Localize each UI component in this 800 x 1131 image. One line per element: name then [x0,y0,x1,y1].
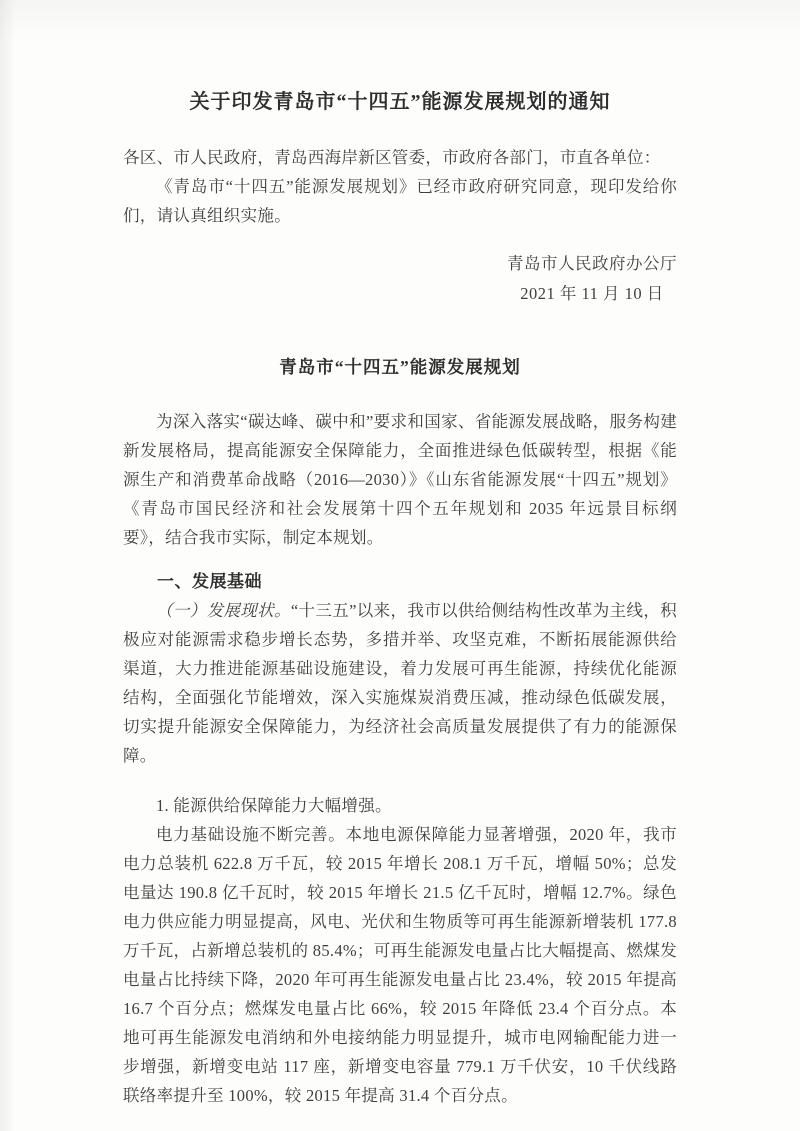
item-1-paragraph: 电力基础设施不断完善。本地电源保障能力显著增强，2020 年，我市电力总装机 622.8 万千瓦，较 2015 年增长 208.1 万千瓦，增幅 50%；总发电量达 190.8 亿千瓦时，较 2015 年增长 21.5 亿千瓦时，增幅 12.7%。绿色电力供应能力明显提高，风电、光伏和生物质等可再生能源新增装机 177.8 万千瓦，占新增总装机的 85.4%；可再生能源发电量占比大幅提高、燃煤发电量占比持续下降，2020 年可再生能源发电量占比 23.4%，较 2015 年提高 16.7 个百分点；燃煤发电量占比 66%，较 2015 年降低 23.4 个百分点。本地可再生能源发电消纳和外电接纳能力明显提升，城市电网输配能力进一步增强，新增变电站 117 座，新增变电容量 779.1 万千伏安，10 千伏线路联络率提升至 100%，较 2015 年提高 31.4 个百分点。 [123,825,677,1105]
subsection-1-text: “十三五”以来，我市以供给侧结构性改革为主线，积极应对能源需求稳步增长态势，多措并举、攻坚克难，不断拓展能源供给渠道，大力推进能源基础设施建设，着力发展可再生能源，持续优化能源结构，全面强化节能增效，深入实施煤炭消费压减，推动绿色低碳发展，切实提升能源安全保障能力，为经济社会高质量发展提供了有力的能源保障。 [123,601,677,765]
issue-date: 2021 年 11 月 10 日 [520,284,664,303]
plan-preamble: 为深入落实“碳达峰、碳中和”要求和国家、省能源发展战略，服务构建新发展格局，提高能源安全保障能力，全面推进绿色低碳转型，根据《能源生产和消费革命战略（2016—2030）》《山东省能源发展“十四五”规划》《青岛市国民经济和社会发展第十四个五年规划和 2035 年远景目标纲要》，结合我市实际，制定本规划。 [123,412,677,547]
notice-title: 关于印发青岛市“十四五”能源发展规划的通知 [189,91,611,113]
plan-title: 青岛市“十四五”能源发展规划 [279,357,521,377]
subsection-1-paragraph [123,596,677,770]
signature-inner [507,249,677,309]
subsection-1-label: （一）发展现状。 [156,601,291,620]
section-1-heading: 一、发展基础 [157,572,262,591]
issuer-name: 青岛市人民政府办公厅 [507,254,677,273]
signature-block [123,249,677,309]
notice-body: 《青岛市“十四五”能源发展规划》已经市政府研究同意，现印发给你们，请认真组织实施。 [123,177,677,225]
salutation: 各区、市人民政府，青岛西海岸新区管委，市政府各部门，市直各单位： [123,148,661,167]
item-1-heading: 1. 能源供给保障能力大幅增强。 [156,796,392,815]
